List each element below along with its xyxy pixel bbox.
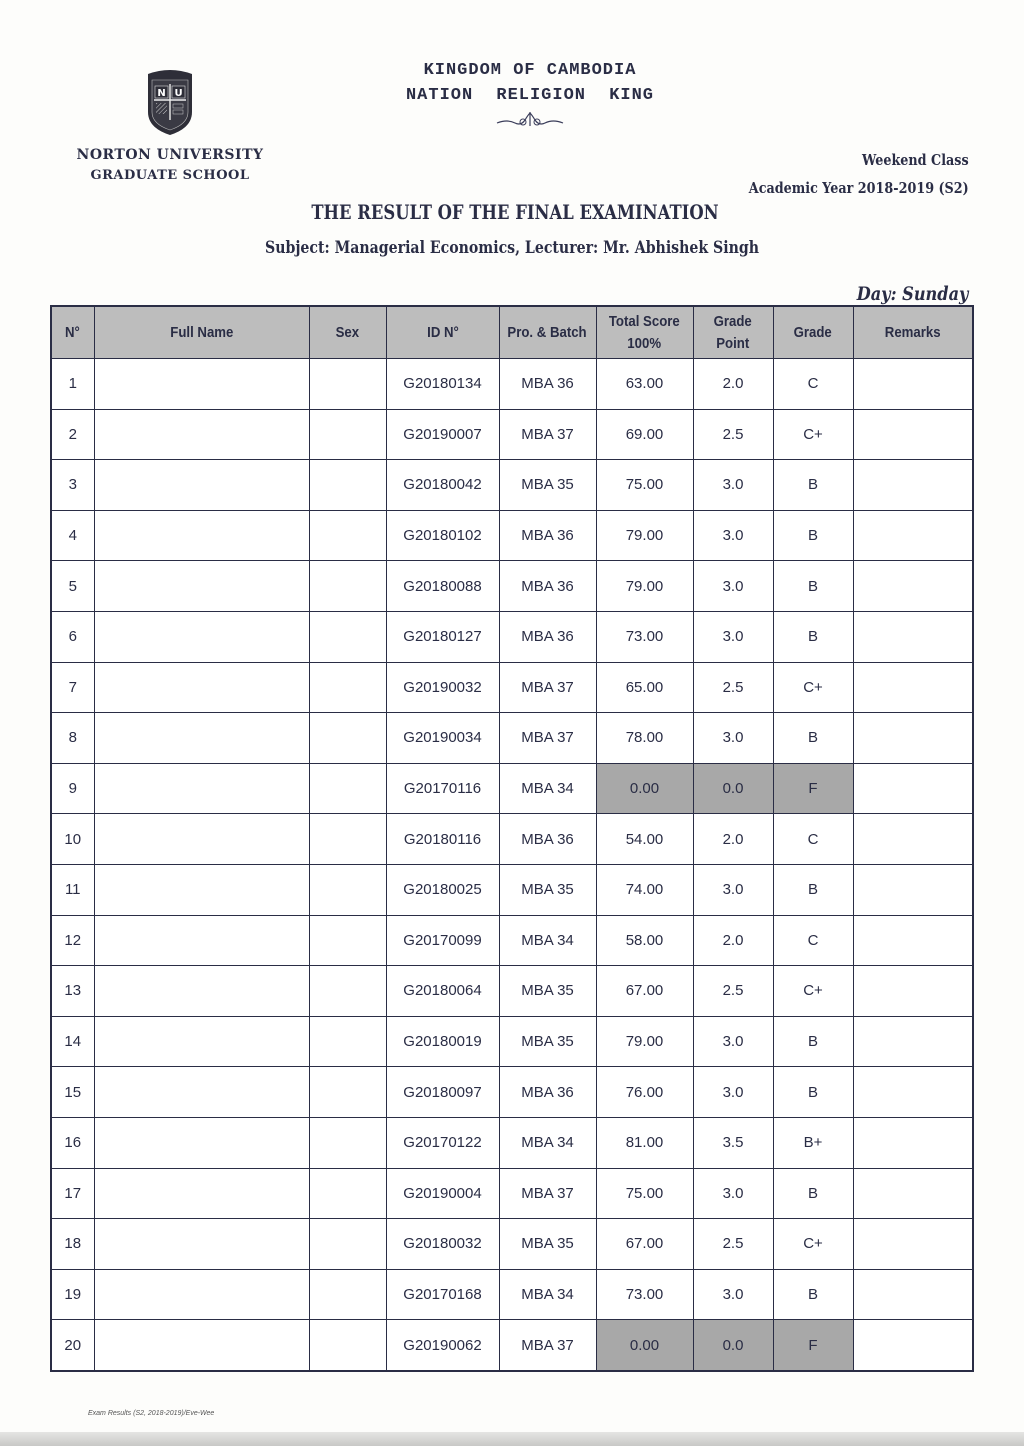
student-id-cell: G20180097 <box>386 1067 499 1118</box>
table-row <box>51 1117 973 1168</box>
total-score-cell: 69.00 <box>596 409 693 460</box>
student-id-cell: G20180025 <box>386 864 499 915</box>
student-id-cell: G20170168 <box>386 1269 499 1320</box>
full-name-cell <box>94 713 309 764</box>
remarks-cell <box>853 359 973 410</box>
header-id-no: ID N° <box>386 306 499 359</box>
grade-cell: B <box>773 1067 853 1118</box>
program-batch-cell: MBA 36 <box>499 561 596 612</box>
student-id-cell: G20180042 <box>386 460 499 511</box>
row-number: 4 <box>51 510 94 561</box>
total-score-cell: 79.00 <box>596 510 693 561</box>
grade-cell: B <box>773 611 853 662</box>
program-batch-cell: MBA 37 <box>499 713 596 764</box>
sex-cell <box>309 460 386 511</box>
program-batch-cell: MBA 34 <box>499 763 596 814</box>
total-score-cell: 78.00 <box>596 713 693 764</box>
sex-cell <box>309 915 386 966</box>
grade-point-cell: 2.0 <box>693 915 773 966</box>
grade-point-cell: 3.0 <box>693 1016 773 1067</box>
full-name-cell <box>94 864 309 915</box>
header-program-batch: Pro. & Batch <box>499 306 596 359</box>
university-crest-icon <box>145 68 195 136</box>
row-number: 7 <box>51 662 94 713</box>
full-name-cell <box>94 1320 309 1371</box>
grade-point-cell: 3.0 <box>693 1067 773 1118</box>
student-id-cell: G20190032 <box>386 662 499 713</box>
sex-cell <box>309 1067 386 1118</box>
grade-point-cell: 3.0 <box>693 611 773 662</box>
header-grade: Grade <box>773 306 853 359</box>
grade-point-cell: 3.0 <box>693 510 773 561</box>
class-type: Weekend Class <box>862 151 969 169</box>
row-number: 14 <box>51 1016 94 1067</box>
grade-cell: B+ <box>773 1117 853 1168</box>
row-number: 11 <box>51 864 94 915</box>
student-id-cell: G20180102 <box>386 510 499 561</box>
program-batch-cell: MBA 35 <box>499 966 596 1017</box>
remarks-cell <box>853 510 973 561</box>
program-batch-cell: MBA 34 <box>499 915 596 966</box>
total-score-cell: 0.00 <box>596 763 693 814</box>
student-id-cell: G20190007 <box>386 409 499 460</box>
student-id-cell: G20190004 <box>386 1168 499 1219</box>
remarks-cell <box>853 1067 973 1118</box>
program-batch-cell: MBA 36 <box>499 1067 596 1118</box>
grade-cell: F <box>773 1320 853 1371</box>
table-row <box>51 864 973 915</box>
remarks-cell <box>853 864 973 915</box>
grade-cell: B <box>773 713 853 764</box>
total-score-cell: 67.00 <box>596 966 693 1017</box>
grade-cell: C+ <box>773 1219 853 1270</box>
row-number: 15 <box>51 1067 94 1118</box>
grade-cell: C+ <box>773 966 853 1017</box>
grade-point-cell: 0.0 <box>693 763 773 814</box>
program-batch-cell: MBA 37 <box>499 1320 596 1371</box>
header-grade-point: Grade Point <box>693 306 773 359</box>
remarks-cell <box>853 814 973 865</box>
table-row <box>51 409 973 460</box>
full-name-cell <box>94 1016 309 1067</box>
grade-cell: C+ <box>773 409 853 460</box>
sex-cell <box>309 864 386 915</box>
full-name-cell <box>94 409 309 460</box>
remarks-cell <box>853 713 973 764</box>
sex-cell <box>309 561 386 612</box>
total-score-cell: 75.00 <box>596 460 693 511</box>
grade-point-cell: 2.5 <box>693 1219 773 1270</box>
full-name-cell <box>94 1117 309 1168</box>
table-row <box>51 713 973 764</box>
kingdom-line: KINGDOM OF CAMBODIA <box>423 61 637 80</box>
full-name-cell <box>94 460 309 511</box>
grade-point-cell: 3.0 <box>693 460 773 511</box>
row-number: 10 <box>51 814 94 865</box>
program-batch-cell: MBA 37 <box>499 1168 596 1219</box>
grade-cell: C+ <box>773 662 853 713</box>
remarks-cell <box>853 561 973 612</box>
table-row <box>51 1067 973 1118</box>
total-score-cell: 81.00 <box>596 1117 693 1168</box>
grade-cell: B <box>773 561 853 612</box>
grade-point-cell: 0.0 <box>693 1320 773 1371</box>
row-number: 17 <box>51 1168 94 1219</box>
grade-cell: B <box>773 460 853 511</box>
national-header <box>340 58 720 128</box>
sex-cell <box>309 409 386 460</box>
sex-cell <box>309 814 386 865</box>
full-name-cell <box>94 1219 309 1270</box>
grade-cell: B <box>773 1168 853 1219</box>
table-row <box>51 814 973 865</box>
full-name-cell <box>94 1067 309 1118</box>
total-score-cell: 65.00 <box>596 662 693 713</box>
grade-point-cell: 3.0 <box>693 864 773 915</box>
table-row <box>51 561 973 612</box>
sex-cell <box>309 713 386 764</box>
grade-point-cell: 3.5 <box>693 1117 773 1168</box>
row-number: 3 <box>51 460 94 511</box>
svg-text:U: U <box>174 88 183 99</box>
student-id-cell: G20180127 <box>386 611 499 662</box>
total-score-cell: 58.00 <box>596 915 693 966</box>
table-row <box>51 1168 973 1219</box>
university-logo-block <box>60 68 280 186</box>
remarks-cell <box>853 1117 973 1168</box>
table-row <box>51 359 973 410</box>
grade-cell: B <box>773 1016 853 1067</box>
grade-cell: C <box>773 359 853 410</box>
sex-cell <box>309 510 386 561</box>
sex-cell <box>309 611 386 662</box>
program-batch-cell: MBA 35 <box>499 1219 596 1270</box>
total-score-cell: 67.00 <box>596 1219 693 1270</box>
sex-cell <box>309 763 386 814</box>
row-number: 5 <box>51 561 94 612</box>
grade-cell: B <box>773 510 853 561</box>
sex-cell <box>309 1016 386 1067</box>
program-batch-cell: MBA 36 <box>499 510 596 561</box>
results-body <box>51 359 973 1371</box>
motto-line: NATION RELIGION KING <box>405 86 655 105</box>
total-score-cell: 63.00 <box>596 359 693 410</box>
sex-cell <box>309 1117 386 1168</box>
header-sex: Sex <box>309 306 386 359</box>
results-table <box>50 305 974 1372</box>
sex-cell <box>309 1168 386 1219</box>
scan-edge <box>0 1432 1024 1446</box>
grade-cell: B <box>773 1269 853 1320</box>
sex-cell <box>309 1219 386 1270</box>
student-id-cell: G20180088 <box>386 561 499 612</box>
grade-point-cell: 3.0 <box>693 561 773 612</box>
full-name-cell <box>94 1168 309 1219</box>
full-name-cell <box>94 611 309 662</box>
exam-day: Day: Sunday <box>856 283 968 305</box>
table-header-row <box>51 306 973 359</box>
program-batch-cell: MBA 34 <box>499 1117 596 1168</box>
total-score-cell: 73.00 <box>596 611 693 662</box>
ornament-icon <box>495 110 565 128</box>
university-name: NORTON UNIVERSITY <box>76 147 264 163</box>
row-number: 19 <box>51 1269 94 1320</box>
row-number: 8 <box>51 713 94 764</box>
sex-cell <box>309 662 386 713</box>
grade-point-cell: 3.0 <box>693 1168 773 1219</box>
program-batch-cell: MBA 35 <box>499 864 596 915</box>
grade-point-cell: 2.5 <box>693 966 773 1017</box>
table-row <box>51 915 973 966</box>
grade-point-cell: 2.5 <box>693 662 773 713</box>
student-id-cell: G20180064 <box>386 966 499 1017</box>
program-batch-cell: MBA 37 <box>499 662 596 713</box>
remarks-cell <box>853 966 973 1017</box>
row-number: 6 <box>51 611 94 662</box>
total-score-cell: 79.00 <box>596 1016 693 1067</box>
grade-point-cell: 3.0 <box>693 1269 773 1320</box>
svg-text:N: N <box>157 88 166 99</box>
student-id-cell: G20190034 <box>386 713 499 764</box>
program-batch-cell: MBA 34 <box>499 1269 596 1320</box>
table-row <box>51 1219 973 1270</box>
header-full-name: Full Name <box>94 306 309 359</box>
student-id-cell: G20180134 <box>386 359 499 410</box>
student-id-cell: G20170122 <box>386 1117 499 1168</box>
table-row <box>51 1269 973 1320</box>
total-score-cell: 75.00 <box>596 1168 693 1219</box>
grade-cell: C <box>773 915 853 966</box>
total-score-cell: 74.00 <box>596 864 693 915</box>
remarks-cell <box>853 662 973 713</box>
program-batch-cell: MBA 36 <box>499 814 596 865</box>
program-batch-cell: MBA 35 <box>499 460 596 511</box>
full-name-cell <box>94 915 309 966</box>
row-number: 20 <box>51 1320 94 1371</box>
remarks-cell <box>853 611 973 662</box>
remarks-cell <box>853 1320 973 1371</box>
student-id-cell: G20180032 <box>386 1219 499 1270</box>
total-score-cell: 0.00 <box>596 1320 693 1371</box>
remarks-cell <box>853 1219 973 1270</box>
remarks-cell <box>853 1168 973 1219</box>
academic-year: Academic Year 2018-2019 (S2) <box>749 179 969 197</box>
remarks-cell <box>853 409 973 460</box>
full-name-cell <box>94 510 309 561</box>
grade-cell: F <box>773 763 853 814</box>
student-id-cell: G20180116 <box>386 814 499 865</box>
grade-point-cell: 2.5 <box>693 409 773 460</box>
total-score-cell: 76.00 <box>596 1067 693 1118</box>
full-name-cell <box>94 359 309 410</box>
table-row <box>51 662 973 713</box>
row-number: 16 <box>51 1117 94 1168</box>
program-batch-cell: MBA 37 <box>499 409 596 460</box>
subject-line: Subject: Managerial Economics, Lecturer: Mr. Abhishek Singh <box>265 238 759 258</box>
program-batch-cell: MBA 35 <box>499 1016 596 1067</box>
grade-point-cell: 2.0 <box>693 359 773 410</box>
student-id-cell: G20170099 <box>386 915 499 966</box>
student-id-cell: G20190062 <box>386 1320 499 1371</box>
total-score-cell: 73.00 <box>596 1269 693 1320</box>
header-no: N° <box>51 306 94 359</box>
full-name-cell <box>94 814 309 865</box>
sex-cell <box>309 1269 386 1320</box>
table-row <box>51 966 973 1017</box>
footer-note: Exam Results (S2, 2018-2019)/Eve-Wee <box>88 1410 215 1417</box>
full-name-cell <box>94 561 309 612</box>
grade-point-cell: 3.0 <box>693 713 773 764</box>
student-id-cell: G20170116 <box>386 763 499 814</box>
remarks-cell <box>853 915 973 966</box>
grade-cell: B <box>773 864 853 915</box>
table-row <box>51 510 973 561</box>
class-info <box>749 146 969 202</box>
header-total-score: Total Score 100% <box>596 306 693 359</box>
remarks-cell <box>853 1269 973 1320</box>
table-row <box>51 460 973 511</box>
sex-cell <box>309 359 386 410</box>
grade-point-cell: 2.0 <box>693 814 773 865</box>
row-number: 2 <box>51 409 94 460</box>
school-name: GRADUATE SCHOOL <box>90 168 250 183</box>
full-name-cell <box>94 763 309 814</box>
table-row <box>51 611 973 662</box>
remarks-cell <box>853 763 973 814</box>
full-name-cell <box>94 662 309 713</box>
row-number: 18 <box>51 1219 94 1270</box>
row-number: 9 <box>51 763 94 814</box>
row-number: 1 <box>51 359 94 410</box>
table-row <box>51 1016 973 1067</box>
remarks-cell <box>853 1016 973 1067</box>
student-id-cell: G20180019 <box>386 1016 499 1067</box>
total-score-cell: 79.00 <box>596 561 693 612</box>
grade-cell: C <box>773 814 853 865</box>
full-name-cell <box>94 1269 309 1320</box>
header-remarks: Remarks <box>853 306 973 359</box>
row-number: 13 <box>51 966 94 1017</box>
total-score-cell: 54.00 <box>596 814 693 865</box>
sex-cell <box>309 1320 386 1371</box>
program-batch-cell: MBA 36 <box>499 611 596 662</box>
sex-cell <box>309 966 386 1017</box>
table-row <box>51 763 973 814</box>
program-batch-cell: MBA 36 <box>499 359 596 410</box>
document-title: THE RESULT OF THE FINAL EXAMINATION <box>311 200 719 224</box>
row-number: 12 <box>51 915 94 966</box>
remarks-cell <box>853 460 973 511</box>
table-row <box>51 1320 973 1371</box>
full-name-cell <box>94 966 309 1017</box>
